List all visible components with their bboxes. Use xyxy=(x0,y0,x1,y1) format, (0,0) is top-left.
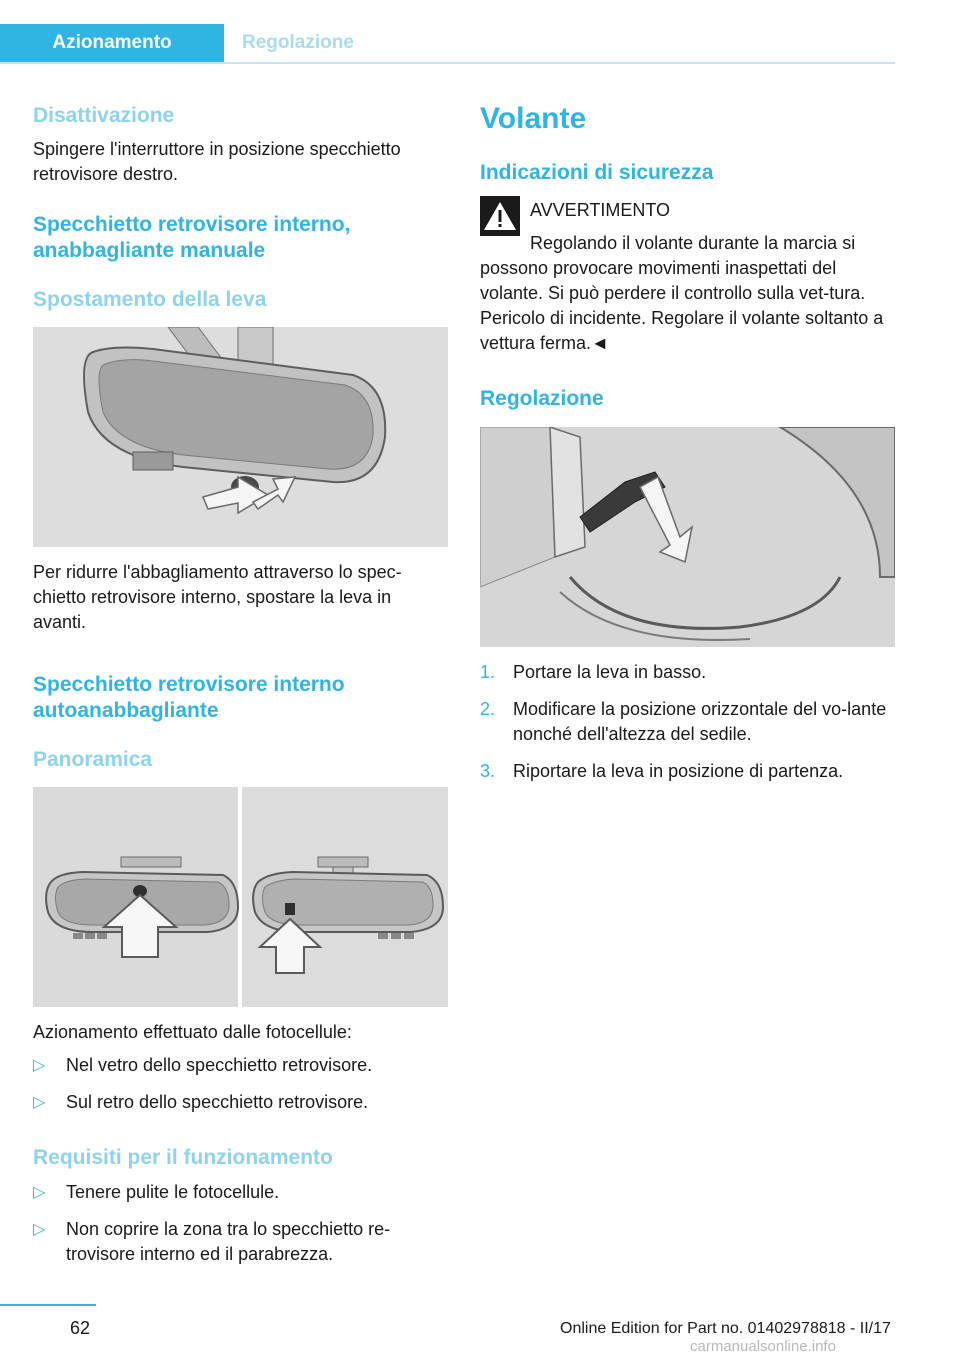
page-number: 62 xyxy=(69,1318,90,1338)
list-item: ▷ Non coprire la zona tra lo specchietto re-trovisore interno ed il parabrezza. xyxy=(33,1219,391,1264)
step-number: 1. xyxy=(480,662,496,682)
tab-regolazione[interactable]: Regolazione xyxy=(242,32,354,53)
footer-divider xyxy=(0,1304,96,1306)
lever-text: Per ridurre l'abbagliamento attraverso lo spec-chietto retrovisore interno, spostare la leva in avanti. xyxy=(33,562,402,632)
bullet-marker-icon: ▷ xyxy=(33,1221,46,1238)
warning-label: AVVERTIMENTO xyxy=(530,200,671,220)
section-title-auto-mirror: Specchietto retrovisore interno autoanabbagliante xyxy=(33,673,345,722)
section-title-overview: Panoramica xyxy=(33,748,153,771)
figure-auto-mirror xyxy=(33,787,448,1007)
bullet-marker-icon: ▷ xyxy=(33,1094,46,1111)
section-title-manual-mirror: Specchietto retrovisore interno, anabbagliante manuale xyxy=(33,213,351,262)
list-item: ▷ Tenere pulite le fotocellule. xyxy=(33,1180,449,1205)
steering-lever-illustration xyxy=(480,427,895,647)
warning-text-first: Regolando il volante durante la marcia si xyxy=(530,233,856,253)
list-item: 1. Portare la leva in basso. xyxy=(480,660,896,685)
step-number: 2. xyxy=(480,699,496,719)
photocell-intro: Azionamento effettuato dalle fotocellule: xyxy=(33,1022,352,1042)
list-item: ▷ Sul retro dello specchietto retrovisore. xyxy=(33,1090,449,1115)
bullet-marker-icon: ▷ xyxy=(33,1057,46,1074)
list-item: 2. Modificare la posizione orizzontale del vo-lante nonché dell'altezza del sedile. xyxy=(480,699,887,744)
list-item: ▷ Nel vetro dello specchietto retrovisore. xyxy=(33,1053,449,1078)
tab-azionamento[interactable]: Azionamento xyxy=(0,24,224,62)
section-title-regolazione: Regolazione xyxy=(480,387,604,410)
list-item: 3. Riportare la leva in posizione di partenza. xyxy=(480,759,896,784)
edition-info: Online Edition for Part no. 01402978818 - II/17 xyxy=(560,1320,891,1337)
photocell-list xyxy=(33,1053,449,1127)
warning-triangle-icon xyxy=(480,196,520,236)
step-number: 3. xyxy=(480,761,496,781)
figure-manual-mirror xyxy=(33,327,448,547)
disattivazione-text: Spingere l'interruttore in posizione specchietto retrovisore destro. xyxy=(33,139,401,184)
warning-text-rest: possono provocare movimenti inaspettati del volante. Si può perdere il controllo sulla vet-tura. Pericolo di incidente. Regolare il volante soltanto a vettura ferma.◄ xyxy=(480,258,884,353)
section-title-volante: Volante xyxy=(480,102,587,135)
bullet-marker-icon: ▷ xyxy=(33,1184,46,1201)
header-divider xyxy=(0,62,895,64)
manual-mirror-illustration xyxy=(33,327,448,547)
figure-steering-lever xyxy=(480,427,895,647)
section-title-disattivazione: Disattivazione xyxy=(33,104,175,127)
section-title-lever: Spostamento della leva xyxy=(33,288,267,311)
section-title-requirements: Requisiti per il funzionamento xyxy=(33,1146,333,1169)
auto-mirror-illustration xyxy=(33,787,448,1007)
requirements-list xyxy=(33,1180,449,1279)
watermark: carmanualsonline.info xyxy=(690,1338,836,1355)
section-title-safety: Indicazioni di sicurezza xyxy=(480,161,714,184)
steps-list xyxy=(480,660,896,796)
